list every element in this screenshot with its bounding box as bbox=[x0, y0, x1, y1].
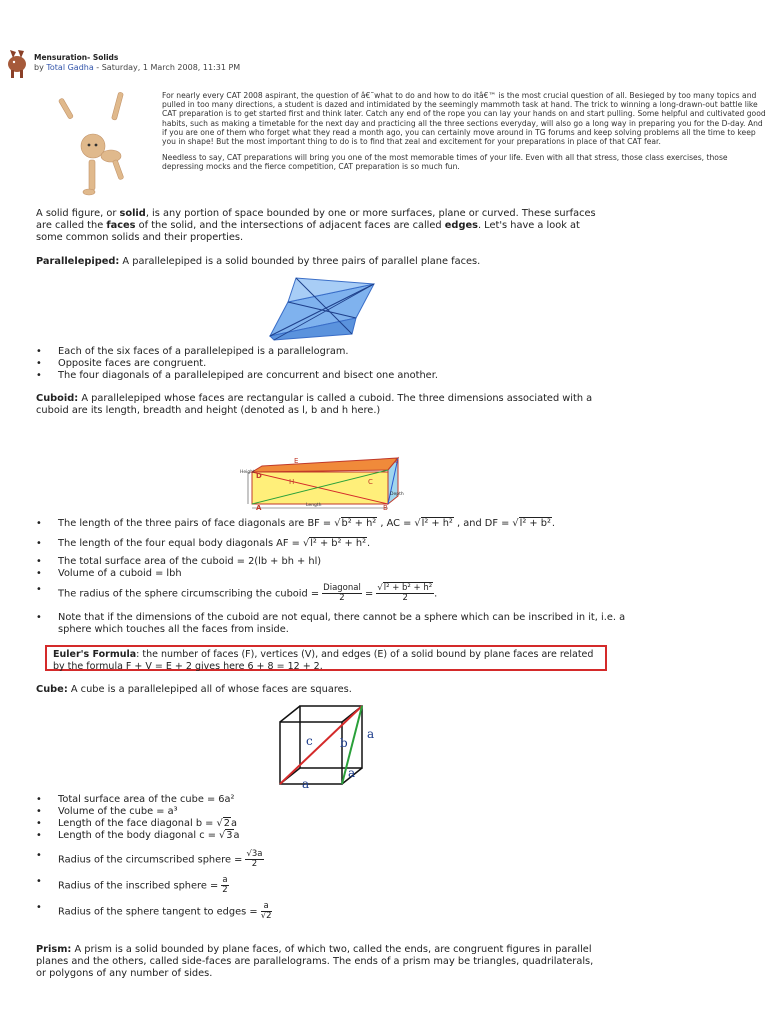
cube-label-a-right: a bbox=[367, 727, 375, 741]
solids-paragraph: A solid figure, or solid, is any portion of space bounded by one or more surfaces, plane or curved. These surfaces are called the faces of the solid, and the intersections of adjacent faces are called edges. Let's have a look at some common solids and their properties. bbox=[36, 208, 596, 243]
cuboid-term: Cuboid: bbox=[36, 393, 79, 404]
wooden-mannequin-illustration bbox=[55, 88, 140, 200]
parallelepiped-figure bbox=[268, 276, 376, 342]
cube-figure bbox=[276, 704, 376, 788]
cuboid-label-H: H bbox=[289, 478, 295, 486]
list-item: • Length of the face diagonal b = √2a bbox=[36, 818, 636, 830]
cuboid-label-B: B bbox=[383, 504, 388, 512]
post-date: - Saturday, 1 March 2008, 11:31 PM bbox=[96, 63, 241, 72]
parallelepiped-definition: Parallelepiped: A parallelepiped is a solid bounded by three pairs of parallel plane faces. bbox=[36, 256, 481, 267]
cuboid-label-depth: Depth bbox=[390, 492, 404, 497]
prism-term: Prism: bbox=[36, 944, 72, 955]
prism-definition: Prism: A prism is a solid bounded by plane faces, of which two, called the ends, are congruent figures in parallel planes and the others, called side-faces are parallelograms. The ends of a prism may be triangles, quadrilaterals, or polygons of any number of sides. bbox=[36, 944, 594, 979]
cuboid-label-C: C bbox=[368, 478, 373, 486]
cuboid-properties-list bbox=[36, 518, 636, 636]
euler-formula-box bbox=[45, 645, 607, 671]
euler-text: : the number of faces (F), vertices (V), and edges (E) of a solid bound by plane faces are related by the formula F + V = E + 2 gives here 6 + 8 = 12 + 2. bbox=[53, 649, 594, 672]
list-item: • The total surface area of the cuboid = 2(lb + bh + hl) bbox=[36, 556, 636, 568]
list-item: • The length of the three pairs of face diagonals are BF = √b² + h² , AC = √l² + h² , and DF = √l² + b². bbox=[36, 518, 636, 538]
intro-text bbox=[162, 91, 766, 179]
euler-title: Euler's Formula bbox=[53, 649, 137, 660]
list-item: • Length of the body diagonal c = √3a bbox=[36, 830, 636, 850]
cube-properties-list bbox=[36, 794, 636, 928]
list-item: • Radius of the sphere tangent to edges = $\frac{a}{√2}$ bbox=[36, 902, 636, 928]
intro-paragraph-1: For nearly every CAT 2008 aspirant, the question of â€˜what to do and how to do itâ€™ is the most crucial question of all. Besieged by too many topics and pulled in too many directions, a student is dazed and intimidated by the seemingly mammoth task at hand. The trick to winning a long-drawn-out battle like CAT preparation is to get started first and think later. Catch any end of the rope you can lay your hands on and start pulling. Some helpful and cultivated good habits, such as making a timetable for the next day and practicing all the three sections everyday, will also go a long way in preparing you for the D-day. And if you are one of them who forget what they read a month ago, you can certainly move around in TG forums and keep solving problems all the time to keep you in shape! But the most important thing to do is to find that zeal and excitement for your preparations in place of that CAT fear. bbox=[162, 91, 766, 147]
list-item: • Volume of a cuboid = lbh bbox=[36, 568, 636, 584]
donkey-mascot-icon bbox=[2, 44, 32, 80]
list-item: • Radius of the circumscribed sphere = $\frac{√3a}{2}$ bbox=[36, 850, 636, 876]
list-item: • The radius of the sphere circumscribing the cuboid = $\frac{\text{Diagonal}}{2}$ = $\frac{\text{√l² + b² + h²}}{2}$ . bbox=[36, 584, 636, 612]
parallelepiped-properties-list bbox=[36, 346, 596, 382]
cube-label-c: c bbox=[306, 734, 313, 748]
author-link[interactable]: Total Gadha bbox=[46, 63, 94, 72]
cube-label-b: b bbox=[340, 736, 348, 750]
cuboid-label-A: A bbox=[256, 504, 262, 512]
list-item: • The length of the four equal body diagonals AF = √l² + b² + h². bbox=[36, 538, 636, 556]
list-item: • Opposite faces are congruent. bbox=[36, 358, 596, 370]
cuboid-definition: Cuboid: A parallelepiped whose faces are rectangular is called a cuboid. The three dimensions associated with a cuboid are its length, breadth and height (denoted as l, b and h here.) bbox=[36, 393, 593, 416]
cube-label-a-bottom: a bbox=[302, 777, 310, 791]
cuboid-label-D: D bbox=[256, 472, 262, 480]
list-item: • Total surface area of the cube = 6a² bbox=[36, 794, 636, 806]
cube-definition: Cube: A cube is a parallelepiped all of whose faces are squares. bbox=[36, 684, 352, 695]
list-item: • Volume of the cube = a³ bbox=[36, 806, 636, 818]
cube-term: Cube: bbox=[36, 684, 68, 695]
cuboid-label-E: E bbox=[294, 457, 299, 465]
list-item: • Radius of the inscribed sphere = $\frac{a}{2}$ bbox=[36, 876, 636, 902]
parallelepiped-term: Parallelepiped: bbox=[36, 256, 120, 267]
cube-label-a-side: a bbox=[348, 766, 356, 780]
post-title: Mensuration- Solids bbox=[34, 53, 119, 62]
cuboid-label-height: Height bbox=[240, 470, 255, 475]
cuboid-label-length: Length bbox=[306, 503, 322, 508]
list-item: • The four diagonals of a parallelepiped are concurrent and bisect one another. bbox=[36, 370, 596, 382]
byline: by Total Gadha - Saturday, 1 March 2008, 11:31 PM bbox=[34, 63, 241, 72]
list-item: • Note that if the dimensions of the cuboid are not equal, there cannot be a sphere which can be inscribed in it, i.e. a sphere which touches all the faces from inside. bbox=[36, 612, 636, 636]
intro-paragraph-2: Needless to say, CAT preparations will bring you one of the most memorable times of your life. Even with all that stress, those class exercises, those depressing mocks and the fierce competition, CAT preparation is so much fun. bbox=[162, 153, 728, 172]
cuboid-label-F: F bbox=[395, 457, 400, 465]
list-item: • Each of the six faces of a parallelepiped is a parallelogram. bbox=[36, 346, 596, 358]
